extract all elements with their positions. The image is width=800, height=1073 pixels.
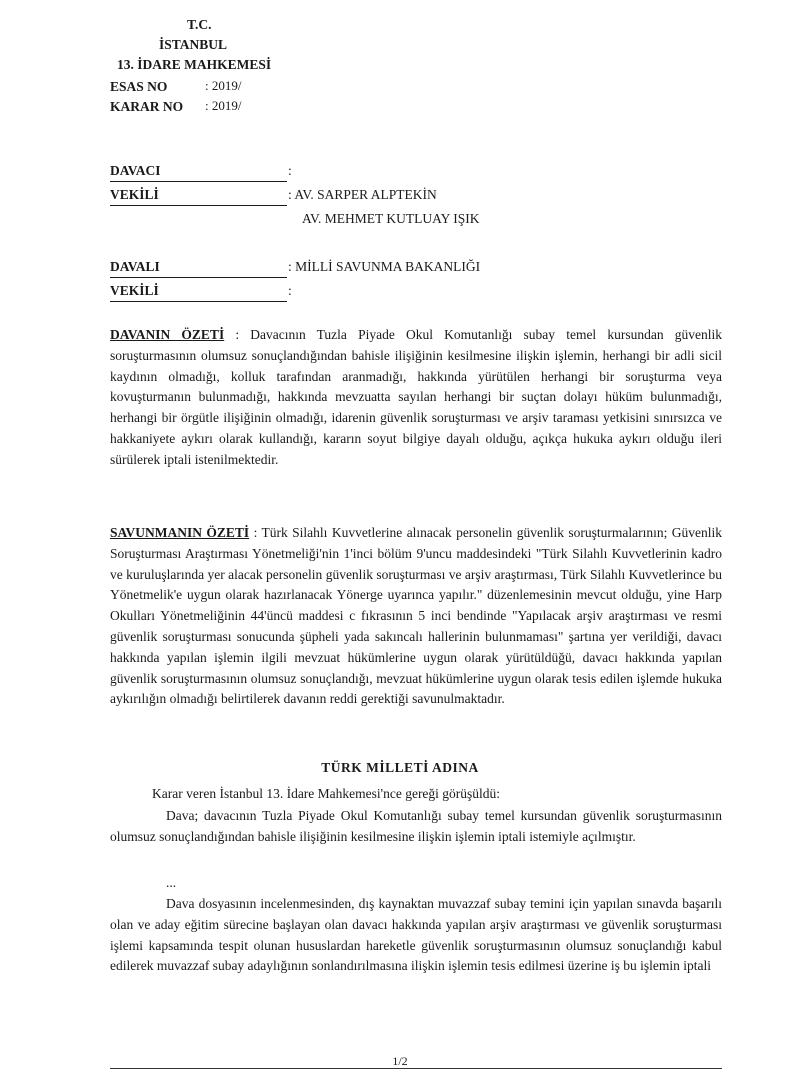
davali-label: DAVALI bbox=[110, 259, 160, 274]
davanin-ozeti-text: : Davacının Tuzla Piyade Okul Komutanlığı subay temel kursundan güvenlik soruşturmasının olumsuz sonuçlandığından bahisle ilişiğinin kesilmesine ilişkin işlemin, herhangi bir adli sicil kaydının olmadığı, kolluk tarafından aranmadığı, hakkında yürütülen herhangi bir soruşturma veya kovuşturmanın bulunmadığı, hakkında mevzuatta sayılan herhangi bir suçtan dolayı hüküm bulunmadığı, herhangi bir örgütle ilişiğinin olmadığı, idarenin güvenlik soruşturması ve arşiv taraması yetkisini sınırsızca ve hakkaniyete aykırı olarak kullandığı, kararın soyut bilgiye dayalı olduğu, açıkça hukuka aykırı olduğu ileri sürülerek iptali istenilmektedir. bbox=[110, 327, 722, 467]
davali-value: : MİLLİ SAVUNMA BAKANLIĞI bbox=[288, 259, 481, 274]
davaci-colon: : bbox=[288, 163, 292, 178]
esas-label: ESAS NO bbox=[110, 79, 168, 94]
davali-underline bbox=[110, 277, 287, 278]
davali-vekili-colon: : bbox=[288, 283, 292, 298]
savunma-ozeti-text: : Türk Silahlı Kuvvetlerine alınacak personelin güvenlik soruşturmalarının; Güvenlik Soruşturması Araştırması Yönetmeliği'nin 1'inci bölüm 9'uncu maddesindeki "Türk Silahlı Kuvvetlerinin kadro ve kuruluşlarında yer alacak personelin güvenlik soruşturması ve arşiv araştırması, Türk Silahlı Kuvvetlerince bu Yönetmelik'e uygun olarak hazırlanacak Yönerge uyarınca yapılır." düzenlemesinin mevcut olduğu, yine Harp Okulları Yönetmeliğinin 44'üncü maddesi c fıkrasının 5 inci bendinde "Yapılacak arşiv araştırması ve resmi güvenlik soruşturması sonucunda şüpheli yada sakıncalı hallerinin bulunmaması" şartına yer verildiği, davacı hakkında yapılan işlemin ilgili mevzuat hükümlerine uygun olarak yürütüldüğü, davacı hakkında yapılan güvenlik soruşturmasının olumsuz sonuçlandığı, mevzuat hükümlerine uygun olarak tesis edilen işlemde hukuka aykırılığın olmadığı belirtilerek davanın reddi gerektiği savunulmaktadır. bbox=[110, 525, 722, 707]
esas-value: : 2019/ bbox=[205, 78, 242, 93]
page-number: 1/2 bbox=[392, 1054, 408, 1068]
body-paragraph-3: Dava dosyasının incelenmesinden, dış kaynaktan muvazzaf subay temini için yapılan sınavda başarılı olan ve aday eğitim sürecine başlayan olan davacı hakkında yapılan arşiv araştırması ve güvenlik soruşturması işlemi kapsamında tespit olunan hususlardan hareketle güvenlik soruşturmasının olumsuz sonuçlandığı kabul edilerek muvazzaf subay adaylığının sonlandırılmasına ilişkin işlemin tesis edilmesi üzerine iş bu işlemin iptali bbox=[110, 896, 722, 974]
decision-title: TÜRK MİLLETİ ADINA bbox=[321, 760, 479, 775]
davali-vekili-label: VEKİLİ bbox=[110, 283, 159, 298]
vekili-label: VEKİLİ bbox=[110, 187, 159, 202]
body-ellipsis: ... bbox=[166, 875, 177, 890]
davanin-ozeti-paragraph bbox=[110, 325, 722, 471]
header-court: 13. İDARE MAHKEMESİ bbox=[117, 57, 272, 72]
header-tc: T.C. bbox=[187, 17, 212, 32]
footer-rule bbox=[110, 1068, 722, 1069]
karar-label: KARAR NO bbox=[110, 99, 184, 114]
body-paragraph-2: Dava; davacının Tuzla Piyade Okul Komutanlığı subay temel kursundan güvenlik soruşturmasının olumsuz sonuçlandığından bahisle ilişiğinin kesilmesine ilişkin işlemin iptali istemiyle açılmıştır. bbox=[110, 808, 722, 844]
vekili-value-2: AV. MEHMET KUTLUAY IŞIK bbox=[302, 211, 480, 226]
davali-vekili-underline bbox=[110, 301, 287, 302]
davaci-underline bbox=[110, 181, 287, 182]
savunma-ozeti-label: SAVUNMANIN ÖZETİ bbox=[110, 525, 250, 540]
vekili-underline bbox=[110, 205, 287, 206]
vekili-value-1: : AV. SARPER ALPTEKİN bbox=[288, 187, 437, 202]
karar-value: : 2019/ bbox=[205, 98, 242, 113]
savunma-ozeti-paragraph bbox=[110, 523, 722, 710]
body-paragraph-1: Karar veren İstanbul 13. İdare Mahkemesi'nce gereği görüşüldü: bbox=[152, 786, 501, 801]
header-city: İSTANBUL bbox=[159, 37, 228, 52]
davanin-ozeti-label: DAVANIN ÖZETİ bbox=[110, 327, 225, 342]
davaci-label: DAVACI bbox=[110, 163, 161, 178]
